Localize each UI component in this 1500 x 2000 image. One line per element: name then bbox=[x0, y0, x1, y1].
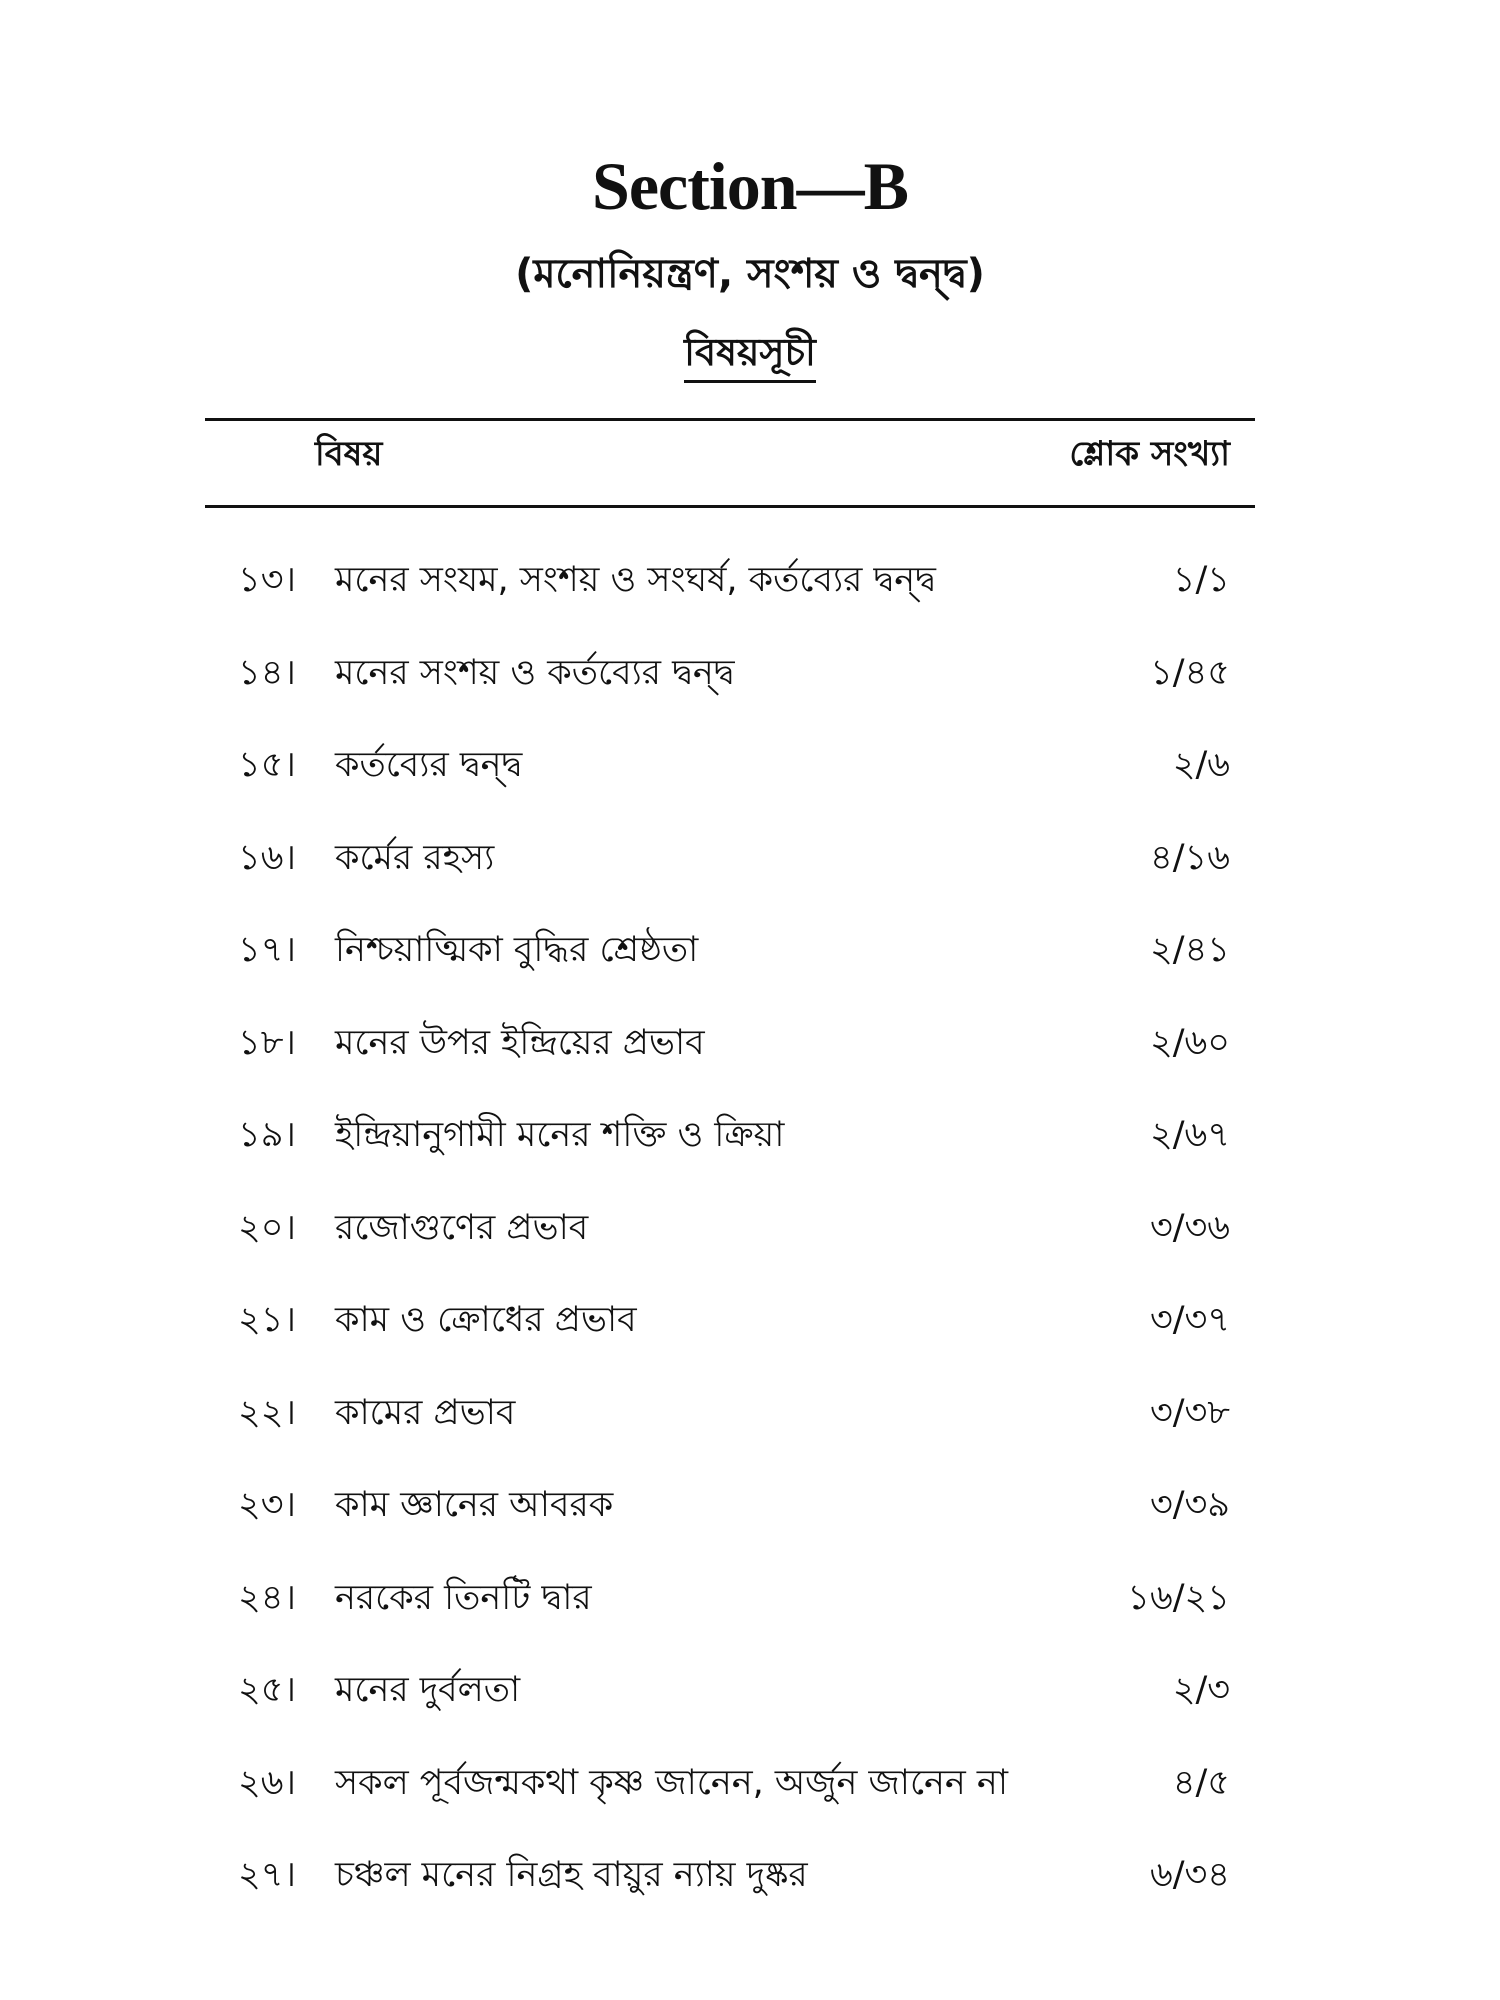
table-top-rule bbox=[205, 418, 1255, 421]
toc-heading-text: বিষয়সূচী bbox=[684, 330, 816, 383]
entry-verse-reference: ২/৩ bbox=[1172, 1670, 1230, 1710]
entry-topic: রজোগুণের প্রভাব bbox=[335, 1207, 589, 1248]
table-header-rule bbox=[205, 505, 1255, 508]
toc-heading bbox=[0, 330, 1500, 383]
entry-topic: মনের উপর ইন্দ্রিয়ের প্রভাব bbox=[335, 1022, 705, 1063]
toc-entry bbox=[0, 555, 1500, 648]
toc-entry bbox=[0, 1573, 1500, 1666]
entry-topic: কর্তব্যের দ্বন্দ্ব bbox=[335, 745, 523, 785]
entry-number: ২৩। bbox=[238, 1485, 297, 1525]
entry-topic: মনের দুর্বলতা bbox=[335, 1670, 521, 1710]
toc-entry bbox=[0, 1850, 1500, 1943]
entry-topic: ইন্দ্রিয়ানুগামী মনের শক্তি ও ক্রিয়া bbox=[335, 1115, 785, 1155]
entry-number: ১৬। bbox=[238, 837, 296, 878]
entry-number: ১৮। bbox=[238, 1022, 296, 1063]
entry-topic: মনের সংযম, সংশয় ও সংঘর্ষ, কর্তব্যের দ্বন্দ্ব bbox=[335, 560, 936, 600]
entry-topic: সকল পূর্বজন্মকথা কৃষ্ণ জানেন, অর্জুন জানেন না bbox=[335, 1762, 1008, 1803]
toc-entry bbox=[0, 1203, 1500, 1296]
toc-entry bbox=[0, 1018, 1500, 1111]
entry-verse-reference: ৪/৫ bbox=[1172, 1762, 1230, 1803]
entry-number: ১৫। bbox=[238, 745, 296, 785]
toc-entry bbox=[0, 1295, 1500, 1388]
entry-number: ২০। bbox=[238, 1207, 297, 1248]
column-header-topic: বিষয় bbox=[315, 434, 383, 474]
entry-topic: কামের প্রভাব bbox=[335, 1392, 516, 1433]
toc-entries bbox=[0, 555, 1500, 1943]
entry-number: ১৩। bbox=[238, 560, 296, 600]
entry-topic: কাম ও ক্রোধের প্রভাব bbox=[335, 1300, 637, 1340]
entry-verse-reference: ৪/১৬ bbox=[1150, 837, 1230, 878]
entry-verse-reference: ২/৪১ bbox=[1150, 930, 1230, 970]
entry-topic: কাম জ্ঞানের আবরক bbox=[335, 1485, 614, 1525]
toc-entry bbox=[0, 1665, 1500, 1758]
entry-verse-reference: ১/১ bbox=[1172, 560, 1230, 600]
entry-number: ২৫। bbox=[238, 1670, 296, 1710]
entry-topic: কর্মের রহস্য bbox=[335, 837, 495, 878]
section-title: Section—B bbox=[592, 148, 908, 224]
entry-topic: নরকের তিনটি দ্বার bbox=[335, 1577, 592, 1618]
toc-entry bbox=[0, 1110, 1500, 1203]
toc-entry bbox=[0, 648, 1500, 741]
toc-entry bbox=[0, 1758, 1500, 1851]
entry-number: ২৬। bbox=[238, 1762, 297, 1803]
toc-entry bbox=[0, 740, 1500, 833]
entry-number: ১৪। bbox=[238, 652, 296, 693]
toc-entry bbox=[0, 1480, 1500, 1573]
entry-number: ২৭। bbox=[238, 1855, 297, 1895]
toc-entry bbox=[0, 925, 1500, 1018]
entry-topic: চঞ্চল মনের নিগ্রহ বায়ুর ন্যায় দুষ্কর bbox=[335, 1855, 808, 1895]
toc-entry bbox=[0, 833, 1500, 926]
entry-verse-reference: ২/৬ bbox=[1172, 745, 1230, 785]
entry-number: ১৭। bbox=[238, 930, 296, 970]
entry-verse-reference: ৩/৩৬ bbox=[1149, 1207, 1230, 1248]
entry-number: ২৪। bbox=[238, 1577, 296, 1618]
section-subtitle: (মনোনিয়ন্ত্রণ, সংশয় ও দ্বন্দ্ব) bbox=[515, 251, 985, 297]
entry-number: ২১। bbox=[238, 1300, 296, 1340]
entry-verse-reference: ৩/৩৭ bbox=[1149, 1300, 1230, 1340]
entry-verse-reference: ৩/৩৯ bbox=[1149, 1485, 1230, 1525]
toc-entry bbox=[0, 1388, 1500, 1481]
entry-number: ১৯। bbox=[238, 1115, 296, 1155]
column-header-verse-number: শ্লোক সংখ্যা bbox=[1069, 434, 1230, 474]
entry-verse-reference: ১৬/২১ bbox=[1127, 1577, 1230, 1618]
entry-verse-reference: ১/৪৫ bbox=[1150, 652, 1230, 693]
entry-verse-reference: ২/৬৭ bbox=[1149, 1115, 1230, 1155]
entry-verse-reference: ৩/৩৮ bbox=[1149, 1392, 1230, 1433]
entry-number: ২২। bbox=[238, 1392, 297, 1433]
entry-topic: মনের সংশয় ও কর্তব্যের দ্বন্দ্ব bbox=[335, 652, 735, 693]
entry-verse-reference: ২/৬০ bbox=[1149, 1022, 1230, 1063]
entry-verse-reference: ৬/৩৪ bbox=[1149, 1855, 1230, 1895]
entry-topic: নিশ্চয়াত্মিকা বুদ্ধির শ্রেষ্ঠতা bbox=[335, 930, 699, 970]
